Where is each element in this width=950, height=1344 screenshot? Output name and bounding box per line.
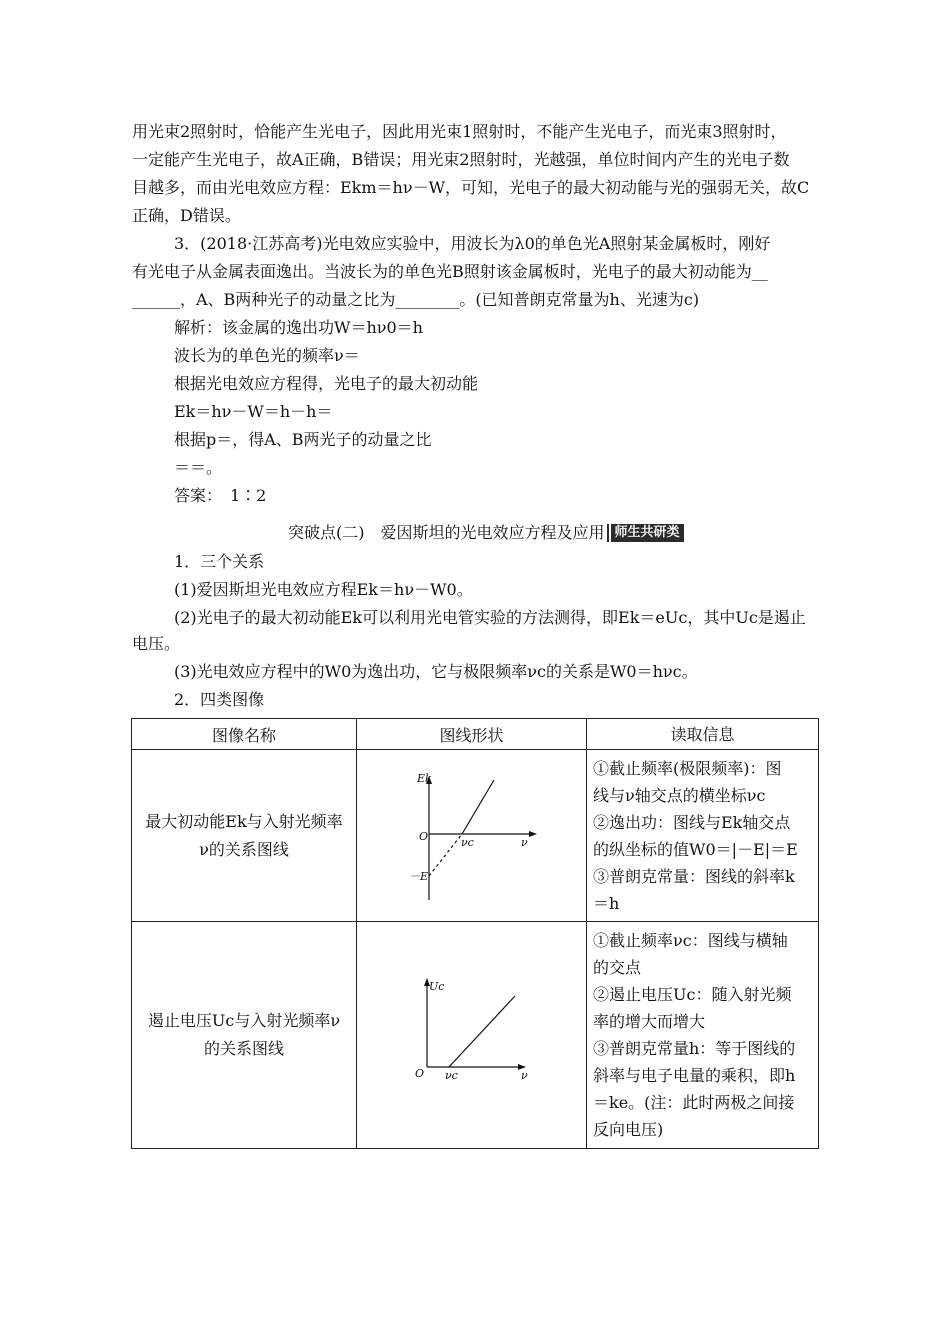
solution-line: 根据光电效应方程得，光电子的最大初动能 bbox=[174, 374, 479, 393]
x-axis-label: ν bbox=[521, 836, 528, 849]
info-line: 的交点 bbox=[593, 958, 642, 977]
x-intercept-label: νc bbox=[461, 836, 474, 849]
dashed-extension bbox=[429, 834, 462, 876]
graph-shape-cell bbox=[357, 750, 587, 922]
solution-line: ＝＝。 bbox=[174, 458, 223, 477]
info-line: ①截止频率νc：图线与横轴 bbox=[593, 931, 788, 950]
graph-line bbox=[462, 780, 494, 834]
graph-name-line: ν的关系图线 bbox=[199, 839, 289, 859]
info-line: ②逸出功：图线与Ek轴交点 bbox=[593, 812, 791, 832]
question-3-line: ______，A、B两种光子的动量之比为________。(已知普朗克常量为h、光速为c) bbox=[132, 290, 700, 309]
table-row bbox=[132, 922, 819, 1149]
info-line: 率的增大而增大 bbox=[593, 1012, 706, 1031]
table-header: 图线形状 bbox=[357, 719, 587, 750]
y-axis-label: Uc bbox=[429, 980, 445, 993]
graph-name-cell bbox=[132, 922, 357, 1149]
paragraph-line: 用光束2照射时，恰能产生光电子，因此用光束1照射时，不能产生光电子，而光束3照射时， bbox=[132, 122, 787, 141]
answer-line: 答案： 1∶2 bbox=[174, 486, 267, 505]
solution-line: 波长为的单色光的频率ν＝ bbox=[174, 346, 360, 365]
table-header: 图像名称 bbox=[132, 719, 357, 750]
info-line: ＝h bbox=[593, 893, 620, 913]
info-line: 的纵坐标的值W0＝|－E|＝E bbox=[593, 839, 798, 859]
origin-label: O bbox=[419, 830, 429, 843]
uc-nu-graph bbox=[357, 922, 586, 1144]
section-badge: 师生共研类 bbox=[609, 524, 684, 542]
solution-line: 解析：该金属的逸出功W＝hν0＝h bbox=[174, 318, 423, 337]
graph-info-cell bbox=[587, 922, 819, 1149]
info-line: 反向电压) bbox=[593, 1120, 664, 1139]
solution-line: Ek＝hν－W＝h－h＝ bbox=[174, 402, 333, 421]
x-axis-arrow bbox=[529, 831, 537, 837]
graph-name-line: 最大初动能Ek与入射光频率 bbox=[145, 811, 343, 831]
graph-name-line: 遏止电压Uc与入射光频率ν bbox=[147, 1011, 341, 1030]
info-line: ②遏止电压Uc：随入射光频 bbox=[593, 985, 792, 1004]
graph-line bbox=[449, 996, 515, 1067]
graph-types-table bbox=[131, 718, 819, 1149]
table-header-row bbox=[132, 719, 819, 750]
info-line: ①截止频率(极限频率)：图 bbox=[593, 758, 782, 778]
graph-info-cell bbox=[587, 750, 819, 922]
y-axis-label: Ek bbox=[417, 772, 432, 785]
paragraph-line: 一定能产生光电子，故A正确，B错误；用光束2照射时，光越强，单位时间内产生的光电子数 bbox=[132, 150, 790, 169]
point-item: (1)爱因斯坦光电效应方程Ek＝hν－W0。 bbox=[174, 580, 473, 599]
graph-name-cell bbox=[132, 750, 357, 922]
info-line: ③普朗克常量：图线的斜率k bbox=[593, 866, 795, 886]
solution-line: 根据p＝，得A、B两光子的动量之比 bbox=[174, 430, 432, 449]
paragraph-line: 目越多，而由光电效应方程：Ekm＝hν－W，可知，光电子的最大初动能与光的强弱无关，故C bbox=[132, 178, 810, 197]
question-3-line: 3．(2018·江苏高考)光电效应实验中，用波长为λ0的单色光A照射某金属板时，刚好 bbox=[174, 234, 771, 253]
paragraph-line: 正确，D错误。 bbox=[132, 206, 241, 225]
question-3-line: 有光电子从金属表面逸出。当波长为的单色光B照射该金属板时，光电子的最大初动能为__ bbox=[132, 262, 768, 281]
graph-name-line: 的关系图线 bbox=[203, 1039, 284, 1058]
point-item: (2)光电子的最大初动能Ek可以利用光电管实验的方法测得，即Ek＝eUc，其中Uc是遏止 bbox=[174, 608, 806, 627]
point-item: 电压。 bbox=[132, 634, 181, 653]
section-title-text: 突破点(二) 爱因斯坦的光电效应方程及应用 bbox=[288, 523, 605, 542]
points-heading: 1．三个关系 bbox=[174, 552, 265, 571]
graph-shape-cell bbox=[357, 922, 587, 1149]
ek-nu-graph bbox=[357, 750, 586, 917]
y-intercept-label: －E bbox=[409, 870, 429, 883]
x-intercept-label: νc bbox=[445, 1069, 458, 1082]
section-title bbox=[288, 520, 684, 546]
table-header: 读取信息 bbox=[587, 719, 819, 750]
x-axis-label: ν bbox=[521, 1069, 528, 1082]
info-line: ＝ke。(注：此时两极之间接 bbox=[593, 1093, 795, 1112]
table-row bbox=[132, 750, 819, 922]
info-line: 斜率与电子电量的乘积，即h bbox=[593, 1066, 796, 1085]
origin-label: O bbox=[415, 1067, 425, 1080]
points-heading: 2．四类图像 bbox=[174, 690, 265, 709]
point-item: (3)光电效应方程中的W0为逸出功，它与极限频率νc的关系是W0＝hνc。 bbox=[174, 662, 698, 681]
info-line: ③普朗克常量h：等于图线的 bbox=[593, 1039, 796, 1058]
info-line: 线与ν轴交点的横坐标νc bbox=[593, 785, 766, 805]
